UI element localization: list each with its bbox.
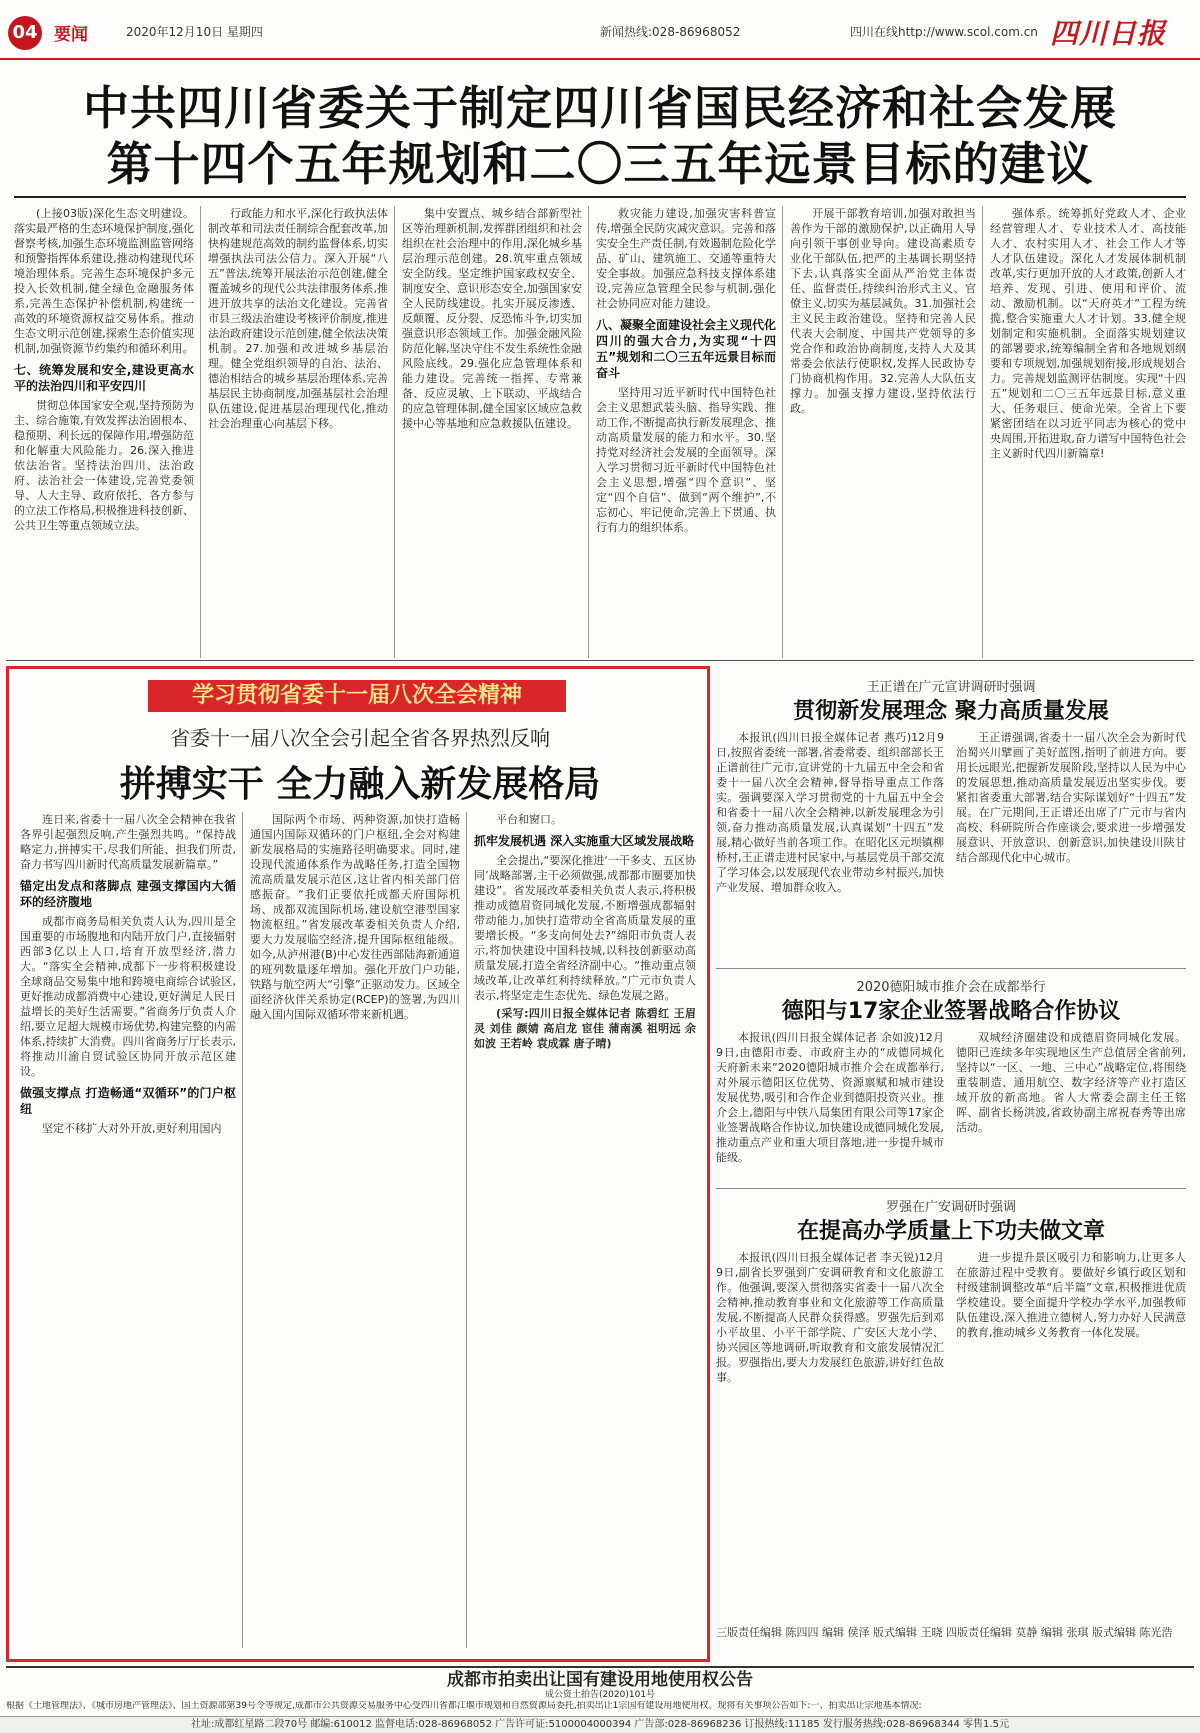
section-subheading: 八、凝聚全面建设社会主义现代化四川的强大合力,为实现“十四五”规划和二〇三五年远景目标而奋斗 [596,318,776,380]
auction-intro: 根据《土地管理法》、《城市房地产管理法》、国土资源部第39号令等规定,成都市公共资源交易服务中心受四川省都江堰市规划和自然资源局委托,拍卖出让1宗国有建设用地使用权。现将有关事项公告如下:一、拍卖出让宗地基本情况: [6,1701,922,1711]
auction-table-row [6,1701,1194,1712]
headline-rule [14,196,1186,198]
paragraph: 国际两个市场、两种资源,加快打造畅通国内国际双循环的门户枢纽,全会对构建新发展格局的实施路径明确要求。同时,建设现代流通体系作为战略任务,打造全国物流高质量发展示范区,这让省内相关部门倍感振奋。“我们正要依托成都天府国际机场、成都双流国际机场,建设航空港型国家物流枢纽。”省发展改革委相关负责人介绍,要大力发展临空经济,提升国际枢纽能级。如今,从泸州港(B)中心发往西部陆海新通道的班列数量逐年增加。强化开放门户功能,铁路与航空两大“引擎”正驱动发力。区域全面经济伙伴关系协定(RCEP)的签署,为四川融入国内国际双循环带来新机遇。 [250,813,460,1021]
paragraph: 本报讯(四川日报全媒体记者 李天锐)12月9日,副省长罗强到广安调研教育和文化旅游工作。他强调,要深入贯彻落实省委十一届八次全会精神,推动教育事业和文化旅游等工作高质量发展,不断提高人民群众获得感。罗强先后到邓小平故里、小平干部学院、广安区大龙小学、协兴园区等地调研,听取教育和文旅发展情况汇报。罗强指出,要大力发展红色旅游,讲好红色故事。 [716,1251,944,1384]
footer-info: 社址:成都红星路二段70号 邮编:610012 监督电话:028-86968052 广告许可证:5100004000394 广告部:028-86968236 订报热线:11185 发行服务热线:028-86968344 零售1.5元 [191,1719,1009,1730]
newspaper-logo: 四川日报 [1050,17,1167,50]
paragraph: 连日来,省委十一届八次全会精神在我省各界引起强烈反响,产生强烈共鸣。“保持战略定力,拼搏实干,尽我们所能、担我们所责,奋力书写四川新时代高质量发展新篇章。” [20,813,236,871]
notice-divider [6,1666,1194,1668]
topic-banner: 学习贯彻省委十一届八次全会精神 [148,680,566,712]
featured-subhead: 省委十一届八次全会引起全省各界热烈反响 [170,726,550,750]
section-divider [6,660,1194,661]
column-divider [588,206,589,658]
article-column-1 [14,206,194,658]
article-column-4 [596,206,776,658]
column-divider [782,206,783,658]
paragraph: 全会提出,“要深化推进‘一干多支、五区协同’战略部署,主干必须做强,成都都市圈要加快建设”。省发展改革委相关负责人表示,将积极推动成德眉资同城化发展,不断增强成都辐射带动能力,加快打造带动全省高质量发展的重要增长极。“多支向何处去?”绵阳市负责人表示,将加快建设中国科技城,以科技创新驱动高质量发展,打造全省经济副中心。“推动重点领域改革,让改革红利持续释放。”广元市负责人表示,将坚定走生态优先、绿色发展之路。 [474,854,696,1002]
paragraph: 坚定不移扩大对外开放,更好利用国内 [42,1122,222,1135]
auction-notice-body [6,1670,1194,1720]
story-headline: 在提高办学质量上下功夫做文章 [796,1219,1105,1244]
news-hotline: 新闻热线:028-86968052 [600,25,741,39]
story-kicker: 王正谱在广元宣讲调研时强调 [866,680,1036,695]
paragraph: 救灾能力建设,加强灾害科普宣传,增强全民防灾减灾意识。完善和落实安全生产责任制,有效遏制危险化学品、矿山、建筑施工、交通等重特大安全事故。加强应急科技支撑体系建设,完善应急管理全民参与机制,强化社会协同应对能力建设。 [596,207,776,310]
section-subheading: 抓牢发展机遇 深入实施重大区域发展战略 [474,834,695,848]
paragraph: 平台和窗口。 [496,813,562,826]
featured-column-2 [250,812,460,1648]
paragraph: 成都市商务局相关负责人认为,四川是全国重要的市场腹地和内陆开放门户,直接辐射西部3亿以上人口,培育开放型经济,潜力大。“落实全会精神,成都下一步将积极建设全球商品交易集中地和跨境电商综合试验区,更好推动成都消费中心建设,更好满足人民日益增长的美好生活需要。”省商务厅负责人介绍,要立足超大规模市场优势,构建完整的内需体系,持续扩大消费。四川省商务厅厅长表示,将推动川渝自贸试验区协同开放示范区建设。 [20,915,236,1078]
article-column-3 [402,206,582,658]
column-divider [242,812,243,1648]
story-column [716,1030,944,1182]
article-column-2 [208,206,388,658]
story-column [956,1250,1186,1616]
column-divider [200,206,201,658]
article-column-5 [790,206,976,658]
story-kicker: 2020德阳城市推介会在成都举行 [856,980,1046,995]
auction-number: 成公资土拍告(2020)101号 [544,1690,656,1700]
website-link[interactable]: 四川在线http://www.scol.com.cn [850,25,1038,39]
paragraph: 坚持用习近平新时代中国特色社会主义思想武装头脑、指导实践、推动工作,不断提高执行新发展理念、推动高质量发展的能力和水平。30.坚持党对经济社会发展的全面领导。深入学习贯彻习近平新时代中国特色社会主义思想,增强“四个意识”、坚定“四个自信”、做到“两个维护”,不忘初心、牢记使命,完善上下贯通、执行有力的组织体系。 [596,386,776,534]
paragraph: 集中安置点、城乡结合部新型社区等治理新机制,发挥群团组织和社会组织在社会治理中的作用,深化城乡基层治理示范创建。28.筑牢重点领域安全防线。坚定维护国家政权安全、制度安全、意识形态安全,加强国家安全人民防线建设。扎实开展反渗透、反颠覆、反分裂、反恐怖斗争,切实加强意识形态领域工作。加强金融风险防范化解,坚决守住不发生系统性金融风险底线。29.强化应急管理体系和能力建设。完善统一指挥、专常兼备、反应灵敏、上下联动、平战结合的应急管理体制,健全国家区域应急救援中心等基地和应急救援队伍建设。 [402,207,582,430]
paragraph: 本报讯(四川日报全媒体记者 燕巧)12月9日,按照省委统一部署,省委常委、组织部部长王正谱前往广元市,宣讲党的十九届五中全会和省委十一届八次全会精神,督导指导重点工作落实。强调要深入学习贯彻党的十九届五中全会和省委十一届八次全会精神,以新发展理念为引领,奋力推动高质量发展,认真谋划“十四五”发展,精心做好当前各项工作。在昭化区元坝镇柳桥村,王正谱走进村民家中,与基层党员干部交流了学习体会,以发展现代农业带动乡村振兴,加快产业发展、增加群众收入。 [716,731,944,894]
story-kicker: 罗强在广安调研时强调 [885,1200,1016,1215]
column-divider [982,206,983,658]
editor-credits: 三版责任编辑 陈四四 编辑 侯泽 版式编辑 王晓 四版责任编辑 莫静 编辑 张琪 版式编辑 陈光浩 [716,1626,1173,1639]
paragraph: 强体系。统筹抓好党政人才、企业经营管理人才、专业技术人才、高技能人才、农村实用人才、社会工作人才等人才队伍建设。深化人才发展体制机制改革,实行更加开放的人才政策,创新人才培养、发现、引进、使用和评价、流动、激励机制。以“天府英才”工程为统揽,整合实施重大人才计划。33.健全规划制定和实施机制。全面落实规划建议的部署要求,统筹编制全省和各地规划纲要和专项规划,加强规划衔接,形成规划合力。完善规划监测评估制度。实现“十四五”规划和二〇三五年远景目标,意义重大、任务艰巨、使命光荣。全省上下要紧密团结在以习近平同志为核心的党中央周围,开拓进取,奋力谱写中国特色社会主义新时代四川新篇章! [990,207,1186,460]
paragraph: 双城经济圈建设和成德眉资同城化发展。德阳已连续多年实现地区生产总值居全省前列,坚持以“一区、一地、三中心”战略定位,将围绕重装制造、通用航空、数字经济等产业打造区域开放的新高地。省人大常委会副主任王铭晖、副省长杨洪波,省政协副主席祝春秀等出席活动。 [956,1031,1186,1134]
page-number: 04 [8,16,42,50]
story-headline: 贯彻新发展理念 聚力高质量发展 [793,699,1109,724]
main-headline-line1: 中共四川省委关于制定四川省国民经济和社会发展 [83,81,1117,135]
featured-headline: 拼搏实干 全力融入新发展格局 [119,764,601,805]
featured-column-1 [20,812,236,1648]
paragraph: 贯彻总体国家安全观,坚持预防为主、综合施策,有效发挥法治固根本、稳预期、利长远的保障作用,增强防范和化解重大风险能力。26.深入推进依法治省。坚持法治四川、法治政府、法治社会一体建设,完善党委领导、人大主导、政府依托、各方参与的立法工作格局,积极推进科技创新、公共卫生等重点领域立法。 [14,399,194,532]
auction-title: 成都市拍卖出让国有建设用地使用权公告 [447,1670,753,1690]
section-label: 要闻 [54,25,88,45]
header-divider [0,58,1200,60]
paragraph: 本报讯(四川日报全媒体记者 余如波)12月9日,由德阳市委、市政府主办的“成德同城化 天府新未来”2020德阳城市推介会在成都举行,对外展示德阳区位优势、资源禀赋和城市建设发展优势,吸引和合作企业到德阳投资兴业。推介会上,德阳与中铁八局集团有限公司等17家企业签署战略合作协议,加快建设成德同城化发展,推动重点产业和重大项目落地,进一步提升城市能级。 [716,1031,944,1164]
page-footer [0,1716,1200,1733]
featured-column-3 [474,812,696,1648]
story-column [956,1030,1186,1182]
issue-date: 2020年12月10日 星期四 [126,25,263,39]
main-headline-line2: 第十四个五年规划和二〇三五年远景目标的建议 [106,137,1094,191]
section-subheading: 七、统筹发展和安全,建设更高水平的法治四川和平安四川 [14,363,194,393]
column-divider [394,206,395,658]
paragraph: (上接03版)深化生态文明建设。落实最严格的生态环境保护制度,强化督察考核,加强生态环境监测监管网络和预警指挥体系建设,推动构建现代环境治理体系。完善生态环境保护多元投入长效机制,健全绿色金融服务体系,完善生态保护补偿机制,构建统一高效的环境资源权益交易体系。推动生态文明示范创建,探索生态价值实现机制,加强资源节约集约和循环利用。 [14,207,194,355]
story-column [716,1250,944,1616]
paragraph: 王正谱强调,省委十一届八次全会为新时代治蜀兴川擘画了美好蓝图,指明了前进方向。要用长远眼光,把握新发展阶段,坚持以人民为中心的发展思想,推动高质量发展迈出坚实步伐。要紧扣省委重大部署,结合实际谋划好“十四五”发展。在广元期间,王正谱还出席了广元市与省内高校、科研院所合作座谈会,要求进一步增强发展意识、开放意识、创新意识,加快建设川陕甘结合部现代化中心城市。 [956,731,1186,864]
article-column-6 [990,206,1186,658]
story-divider [716,1188,1186,1189]
paragraph: 开展干部教育培训,加强对敢担当善作为干部的激励保护,以正确用人导向引领干事创业导向。建设高素质专业化干部队伍,把严的主基调长期坚持下去,认真落实全面从严治党主体责任、监督责任,持续纠治形式主义、官僚主义,切实为基层减负。31.加强社会主义民主政治建设。坚持和完善人民代表大会制度、中国共产党领导的多党合作和政治协商制度,支持人大及其常委会依法行使职权,发挥人民政协专门协商机构作用。32.完善人大队伍支撑力。加强支撑力建设,坚持依法行政。 [790,207,976,415]
story-headline: 德阳与17家企业签署战略合作协议 [781,999,1121,1024]
column-divider [466,812,467,1648]
paragraph: 行政能力和水平,深化行政执法体制改革和司法责任制综合配套改革,加快构建规范高效的制约监督体系,切实增强执法司法公信力。深入开展“八五”普法,统筹开展法治示范创建,健全覆盖城乡的现代公共法律服务体系,推进开放共享的法治文化建设。完善省市县三级法治建设考核评价制度,推进法治政府建设示范创建,健全依法决策机制。27.加强和改进城乡基层治理。健全党组织领导的自治、法治、德治相结合的城乡基层治理体系,完善基层民主协商制度,加强基层社会治理队伍建设,促进基层治理现代化,推动社会治理重心向基层下移。 [208,207,388,430]
paragraph: 进一步提升景区吸引力和影响力,让更多人在旅游过程中受教育。要做好乡镇行政区划和村级建制调整改革“后半篇”文章,积极推进优质学校建设。要全面提升学校办学水平,加强教师队伍建设,深入推进立德树人,努力办好人民满意的教育,推动城乡义务教育一体化发展。 [956,1251,1186,1339]
story-divider [716,968,1186,969]
story-column [956,730,1186,962]
section-subheading: 做强支撑点 打造畅通“双循环”的门户枢纽 [20,1086,236,1116]
story-column [716,730,944,962]
page-header [0,0,1200,66]
reporter-byline: (采写:四川日报全媒体记者 陈碧红 王眉灵 刘佳 颜婧 高启龙 宦佳 蒲南溪 祖明远 余如波 王若岭 袁成霖 唐子晴) [474,1007,696,1050]
section-subheading: 锚定出发点和落脚点 建强支撑国内大循环的经济腹地 [20,879,236,909]
